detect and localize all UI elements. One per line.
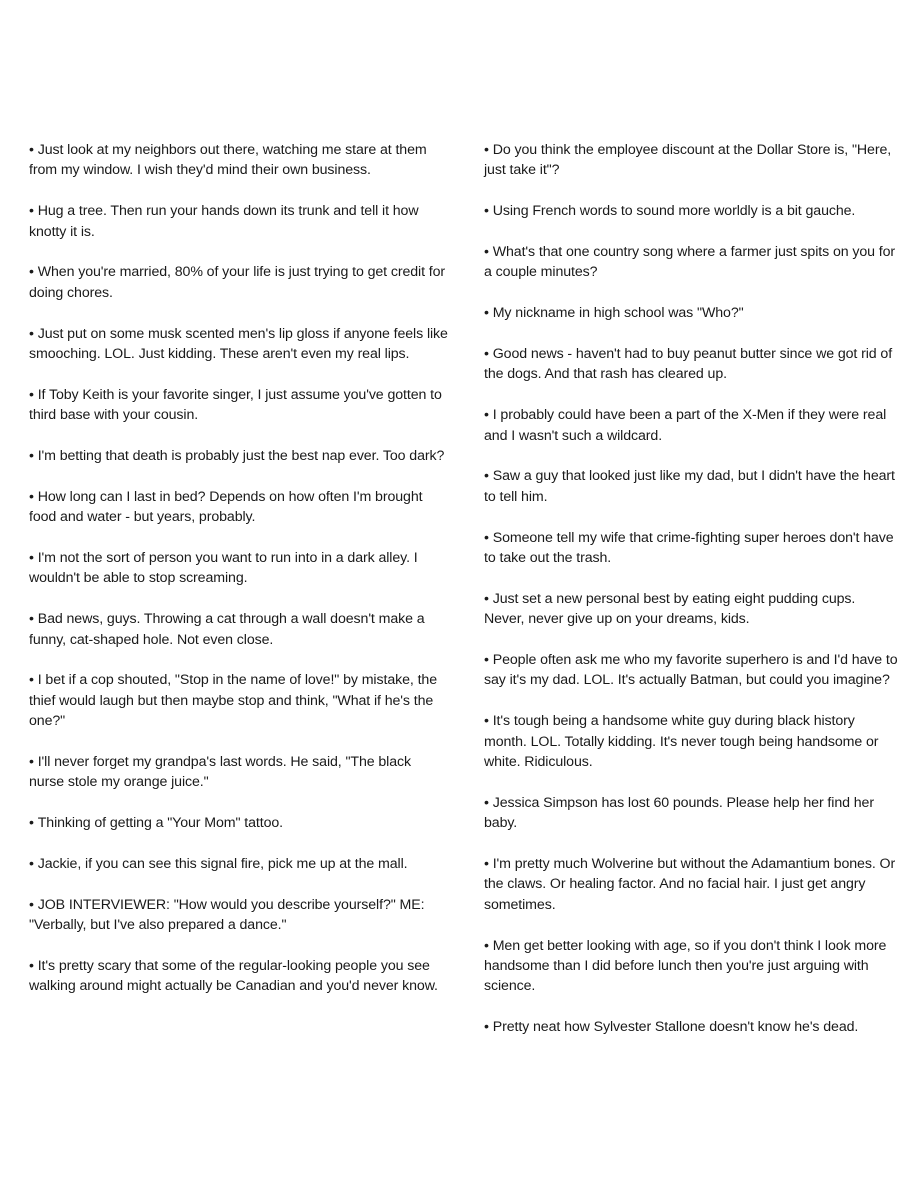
list-item: • I bet if a cop shouted, "Stop in the name of love!" by mistake, the thief would laugh but then maybe stop and think, "What if he's the one?" [29, 670, 449, 731]
list-item: • Using French words to sound more worldly is a bit gauche. [484, 201, 899, 221]
list-item: • I'm betting that death is probably just the best nap ever. Too dark? [29, 446, 449, 466]
list-item: • My nickname in high school was "Who?" [484, 303, 899, 323]
list-item: • Just set a new personal best by eating eight pudding cups. Never, never give up on your dreams, kids. [484, 589, 899, 630]
list-item: • It's tough being a handsome white guy during black history month. LOL. Totally kidding. It's never tough being handsome or white. Ridiculous. [484, 711, 899, 772]
list-item: • Jessica Simpson has lost 60 pounds. Please help her find her baby. [484, 793, 899, 834]
list-item: • Do you think the employee discount at the Dollar Store is, "Here, just take it"? [484, 140, 899, 181]
list-item: • Good news - haven't had to buy peanut butter since we got rid of the dogs. And that rash has cleared up. [484, 344, 899, 385]
list-item: • When you're married, 80% of your life is just trying to get credit for doing chores. [29, 262, 449, 303]
list-item: • JOB INTERVIEWER: "How would you describe yourself?" ME: "Verbally, but I've also prepared a dance." [29, 895, 449, 936]
list-item: • It's pretty scary that some of the regular-looking people you see walking around might actually be Canadian and you'd never know. [29, 956, 449, 997]
list-item: • Bad news, guys. Throwing a cat through a wall doesn't make a funny, cat-shaped hole. Not even close. [29, 609, 449, 650]
list-item: • Thinking of getting a "Your Mom" tattoo. [29, 813, 449, 833]
list-item: • I probably could have been a part of the X-Men if they were real and I wasn't such a wildcard. [484, 405, 899, 446]
list-item: • Just look at my neighbors out there, watching me stare at them from my window. I wish they'd mind their own business. [29, 140, 449, 181]
list-item: • I'm pretty much Wolverine but without the Adamantium bones. Or the claws. Or healing factor. And no facial hair. I just get angry sometimes. [484, 854, 899, 915]
list-item: • Hug a tree. Then run your hands down its trunk and tell it how knotty it is. [29, 201, 449, 242]
list-item: • I'm not the sort of person you want to run into in a dark alley. I wouldn't be able to stop screaming. [29, 548, 449, 589]
left-column-list [29, 140, 449, 1017]
list-item: • If Toby Keith is your favorite singer, I just assume you've gotten to third base with your cousin. [29, 385, 449, 426]
right-column-list [484, 140, 899, 1058]
list-item: • Someone tell my wife that crime-fighting super heroes don't have to take out the trash. [484, 528, 899, 569]
list-item: • Just put on some musk scented men's lip gloss if anyone feels like smooching. LOL. Just kidding. These aren't even my real lips. [29, 324, 449, 365]
list-item: • Jackie, if you can see this signal fire, pick me up at the mall. [29, 854, 449, 874]
list-item: • Pretty neat how Sylvester Stallone doesn't know he's dead. [484, 1017, 899, 1037]
list-item: • I'll never forget my grandpa's last words. He said, "The black nurse stole my orange juice." [29, 752, 449, 793]
list-item: • People often ask me who my favorite superhero is and I'd have to say it's my dad. LOL. It's actually Batman, but could you imagine? [484, 650, 899, 691]
list-item: • How long can I last in bed? Depends on how often I'm brought food and water - but years, probably. [29, 487, 449, 528]
list-item: • What's that one country song where a farmer just spits on you for a couple minutes? [484, 242, 899, 283]
list-item: • Saw a guy that looked just like my dad, but I didn't have the heart to tell him. [484, 466, 899, 507]
list-item: • Men get better looking with age, so if you don't think I look more handsome than I did before lunch then you're just arguing with science. [484, 936, 899, 997]
